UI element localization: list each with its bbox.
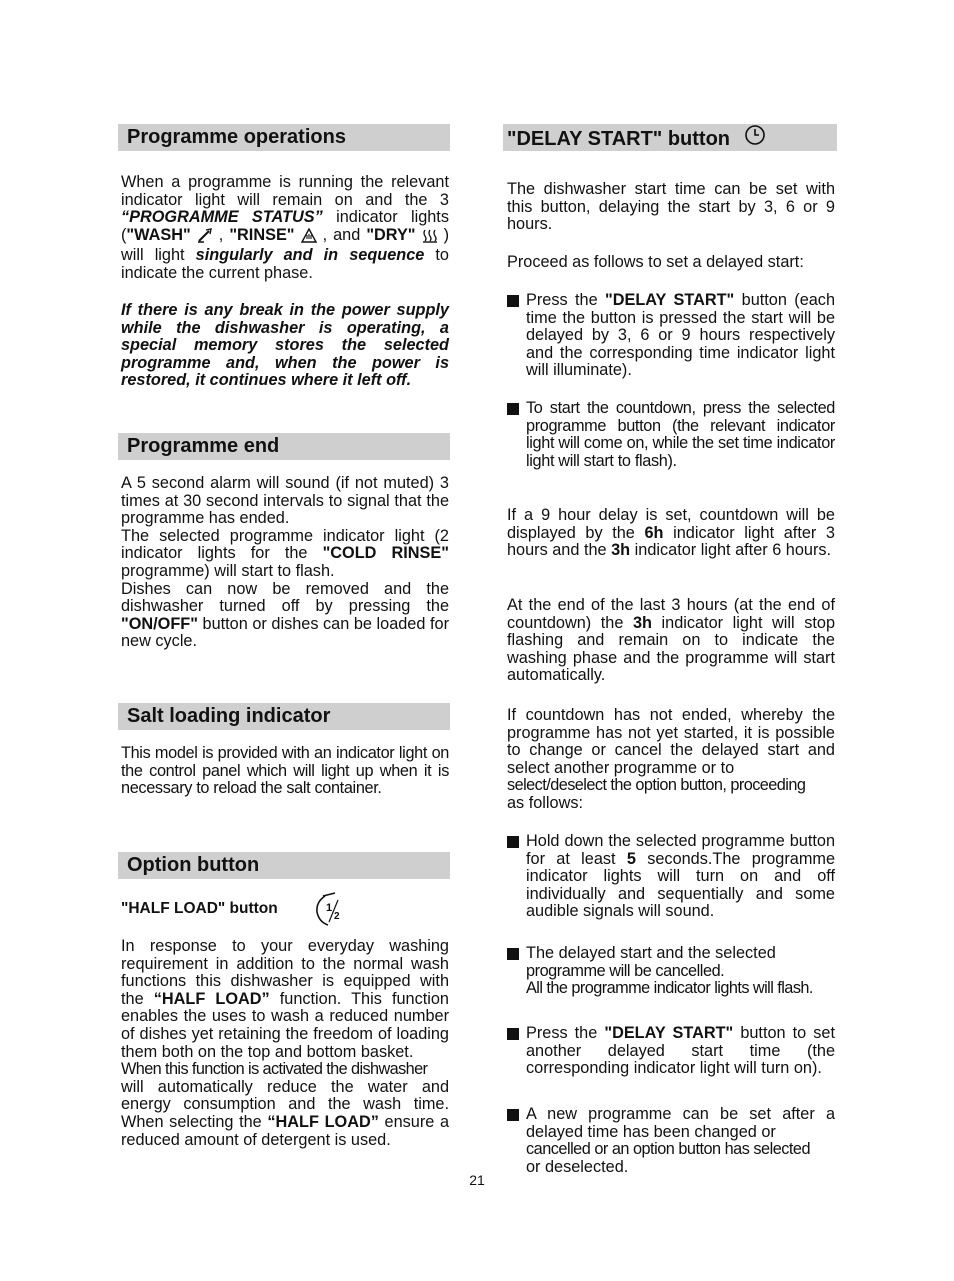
text: All the programme indicator lights will flash. <box>526 979 813 998</box>
svg-text:1: 1 <box>326 902 333 914</box>
text: indicator light will stop flashing and remain on to indicate the washing phase and the programme will start automatically. <box>507 613 835 685</box>
wash-icon <box>197 228 213 248</box>
rinse-term: "RINSE" <box>229 225 295 244</box>
change-cancel-paragraph <box>507 707 835 813</box>
alarm-paragraph: A 5 second alarm will sound (if not muted) 3 times at 30 second intervals to signal that the programme has ended. <box>121 474 449 528</box>
text: button to set another delayed start time (the corresponding indicator light will turn on). <box>526 1024 835 1078</box>
bullet-text <box>526 1025 835 1078</box>
text: will automatically reduce the water and energy consumption and the wash time. When selecting the <box>121 1077 449 1131</box>
text: programme) will start to flash. <box>121 561 335 580</box>
text: At the end of the last 3 hours (at the end of countdown) the <box>507 596 835 632</box>
text: In response to your everyday washing requirement in addition to the normal wash functions this dishwasher is equipped with the <box>121 937 449 1008</box>
text: A new programme can be set after a delayed time has been changed or <box>526 1105 835 1141</box>
svg-text:2: 2 <box>334 911 340 922</box>
salt-loading-heading: Salt loading indicator <box>118 703 450 730</box>
text: If countdown has not ended, whereby the programme has not yet started, it is possible to change or cancel the delayed start and select another programme or to <box>507 706 835 777</box>
half-load-label: "HALF LOAD" button <box>121 900 278 917</box>
delay-intro: The dishwasher start time can be set with this button, delaying the start by 3, 6 or 9 hours. <box>507 180 835 234</box>
bullet-square-icon <box>507 836 519 848</box>
6h-term: 6h <box>644 523 664 542</box>
half-load-icon <box>313 892 347 933</box>
salt-loading-text <box>121 745 449 798</box>
on-off-term: "ON/OFF" <box>121 614 198 633</box>
text: When a programme is running the relevant indicator light will remain on and the 3 <box>121 173 449 209</box>
delay-start-term: "DELAY START" <box>604 1024 734 1042</box>
text: button (each time the button is pressed the start will be delayed by 3, 6 or 9 hours respectively and the corresponding time indicator light will illuminate). <box>526 291 835 380</box>
text: Hold down the selected programme button for at least <box>526 832 835 868</box>
wash-term: "WASH" <box>126 225 191 244</box>
nine-hour-paragraph <box>507 507 835 560</box>
bullet-start-countdown <box>507 400 835 470</box>
bullet-square-icon <box>507 1109 519 1121</box>
bullet-square-icon <box>507 1028 519 1040</box>
bullet-press-delay-start <box>507 292 835 380</box>
bullet-new-programme <box>507 1106 835 1176</box>
five-seconds-term: 5 <box>626 849 636 868</box>
text: The delayed start and the selected <box>526 944 776 962</box>
text: indicator light after 3 hours and the <box>507 523 835 560</box>
text: to indicate the current phase. <box>121 246 449 282</box>
text: If a 9 hour delay is set, countdown will be displayed by the <box>507 506 835 542</box>
flash-paragraph <box>121 528 449 581</box>
bullet-hold-down <box>507 833 835 921</box>
text: button or dishes can be loaded for new cycle. <box>121 614 449 651</box>
text: Press the <box>526 291 605 309</box>
bullet-text <box>526 1106 835 1176</box>
bullet-square-icon <box>507 948 519 960</box>
programme-status-term: “PROGRAMME STATUS” <box>121 208 323 227</box>
activated-line: When this function is activated the dishwasher <box>121 1060 428 1079</box>
text: Dishes can now be removed and the dishwasher turned off by pressing the <box>121 579 449 616</box>
text: seconds.The programme indicator lights will turn on and off individually and sequentially and some audible signals will sound. <box>526 849 835 921</box>
text: Press the <box>526 1024 605 1042</box>
bullet-text <box>526 945 835 998</box>
programme-operations-paragraph <box>121 174 449 283</box>
bullet-text <box>526 833 835 921</box>
half-load-label-row <box>121 892 449 928</box>
cold-rinse-term: "COLD RINSE" <box>322 544 449 563</box>
text: indicator lights ( <box>121 208 449 244</box>
proceed-line: Proceed as follows to set a delayed start: <box>507 253 804 271</box>
text: The selected programme indicator light (2 indicator lights for the <box>121 526 449 563</box>
half-load-text <box>121 938 449 1149</box>
3h-term: 3h <box>611 541 631 560</box>
delay-start-heading <box>503 124 837 151</box>
text: , and <box>316 225 367 244</box>
bullet-set-another <box>507 1025 835 1078</box>
emphasis-text: singularly and in sequence <box>195 246 425 265</box>
dishes-paragraph <box>121 581 449 651</box>
bullet-square-icon <box>507 295 519 307</box>
power-break-note: If there is any break in the power supply while the dishwasher is operating, a special memory stores the selected programme and, when the power is restored, it continues where it left off. <box>121 301 449 390</box>
3h-term: 3h <box>632 613 652 632</box>
text: ensure a reduced amount of detergent is used. <box>121 1112 449 1149</box>
bullet-text <box>526 292 835 380</box>
dry-icon <box>422 228 438 248</box>
option-button-heading: Option button <box>118 852 450 879</box>
programme-end-heading: Programme end <box>118 433 450 460</box>
half-load-paragraph <box>121 938 449 1061</box>
bullet-text: To start the countdown, press the selected programme button (the relevant indicator light will come on, while the set time indicator light will start to flash). <box>526 399 835 470</box>
text: indicator light after 6 hours. <box>630 541 832 560</box>
dry-term: "DRY" <box>366 225 416 244</box>
text: This model is provided with an indicator light on the control panel which will light up when it is necessary to reload the salt container. <box>121 744 449 798</box>
bullet-square-icon <box>507 403 519 415</box>
delay-start-title: "DELAY START" button <box>507 128 731 150</box>
bullet-cancelled <box>507 945 835 998</box>
text: programme will be cancelled. <box>526 961 725 980</box>
delay-start-term: "DELAY START" <box>605 291 735 309</box>
text: cancelled or an option button has selected <box>526 1140 811 1159</box>
page-number: 21 <box>469 1172 485 1188</box>
half-load-term: “HALF LOAD” <box>153 989 270 1008</box>
end-countdown-paragraph <box>507 597 835 685</box>
reduce-paragraph <box>121 1079 449 1149</box>
text: or deselected. <box>526 1157 629 1176</box>
programme-end-text <box>121 475 449 651</box>
programme-operations-heading: Programme operations <box>118 124 450 151</box>
rinse-icon <box>301 228 317 248</box>
half-load-term: “HALF LOAD” <box>267 1112 379 1131</box>
clock-icon <box>744 124 766 154</box>
text: ) will light <box>121 225 450 265</box>
text: function. This function enables the uses to wash a reduced number of dishes yet retaining the freedom of loading them both on the top and bottom basket. <box>121 989 449 1061</box>
text: , <box>212 225 230 244</box>
text: select/deselect the option button, proceeding <box>507 776 806 795</box>
text: as follows: <box>507 793 584 812</box>
